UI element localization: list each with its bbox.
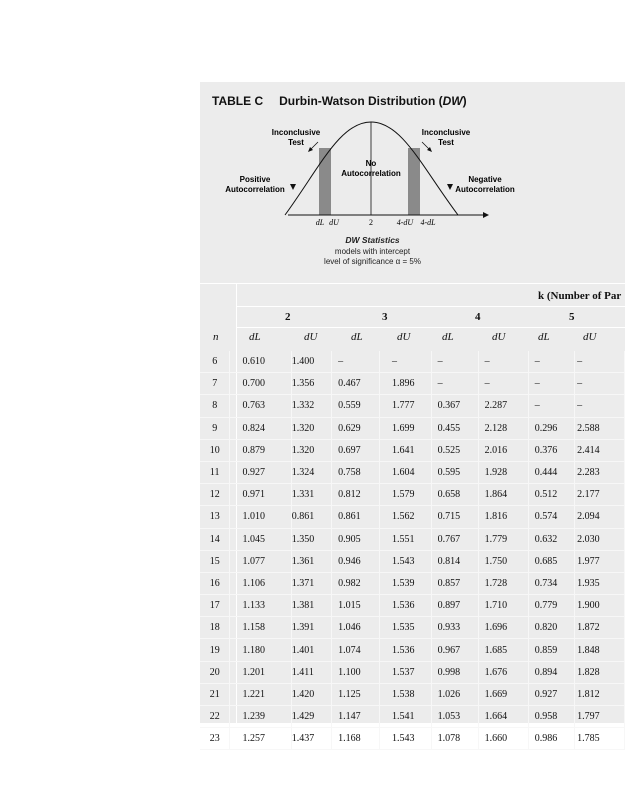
table-row	[200, 683, 625, 705]
col-head-dl-2: dL	[249, 331, 261, 343]
cell-du: 1.728	[478, 572, 528, 594]
cell-du: 1.797	[575, 706, 625, 728]
table-row	[200, 373, 625, 395]
cell-dl: 0.610	[230, 351, 291, 373]
cell-dl: 1.147	[332, 706, 380, 728]
cell-du: 1.537	[379, 661, 431, 683]
cell-dl: 1.046	[332, 617, 380, 639]
cell-dl: 0.574	[528, 506, 574, 528]
cell-dl: 0.296	[528, 417, 574, 439]
cell-dl: 0.525	[431, 439, 478, 461]
cell-dl: 0.700	[230, 373, 291, 395]
cell-dl: 0.367	[431, 395, 478, 417]
cell-du: 1.331	[291, 484, 331, 506]
cell-du: 1.828	[575, 661, 625, 683]
cell-du: 1.543	[379, 728, 431, 750]
cell-dl: 1.078	[431, 728, 478, 750]
cell-n: 8	[200, 395, 230, 417]
cell-dl: 0.763	[230, 395, 291, 417]
cell-du: 2.283	[575, 461, 625, 483]
cell-dl: –	[528, 351, 574, 373]
cell-n: 15	[200, 550, 230, 572]
group-rule	[236, 327, 625, 328]
cell-n: 14	[200, 528, 230, 550]
cell-dl: 0.927	[528, 683, 574, 705]
cell-dl: 0.998	[431, 661, 478, 683]
cell-dl: 1.010	[230, 506, 291, 528]
cell-dl: 1.125	[332, 683, 380, 705]
cell-dl: 0.861	[332, 506, 380, 528]
cell-n: 11	[200, 461, 230, 483]
cell-dl: 0.734	[528, 572, 574, 594]
cell-du: 1.928	[478, 461, 528, 483]
right-inconclusive-label-2: Test	[438, 138, 454, 147]
tick-du: dU	[329, 218, 339, 227]
cell-du: –	[379, 351, 431, 373]
cell-dl: 1.201	[230, 661, 291, 683]
cell-du: 1.420	[291, 683, 331, 705]
cell-n: 18	[200, 617, 230, 639]
group-label-5: 5	[569, 311, 575, 323]
cell-du: 1.539	[379, 572, 431, 594]
cell-dl: 1.015	[332, 595, 380, 617]
positive-label-2: Autocorrelation	[225, 185, 285, 194]
cell-du: 1.777	[379, 395, 431, 417]
cell-du: 1.579	[379, 484, 431, 506]
cell-dl: 0.971	[230, 484, 291, 506]
cell-dl: 0.812	[332, 484, 380, 506]
cell-n: 20	[200, 661, 230, 683]
cell-du: 1.900	[575, 595, 625, 617]
cell-du: 1.538	[379, 683, 431, 705]
cell-du: 1.710	[478, 595, 528, 617]
cell-du: 1.676	[478, 661, 528, 683]
col-head-n: n	[213, 331, 219, 343]
table-title-abbr: DW	[442, 94, 463, 108]
cell-n: 17	[200, 595, 230, 617]
cell-dl: 0.758	[332, 461, 380, 483]
cell-dl: 1.239	[230, 706, 291, 728]
cell-n: 10	[200, 439, 230, 461]
table-row	[200, 550, 625, 572]
left-inconclusive-region	[319, 148, 331, 215]
table-title-main: Durbin-Watson Distribution (	[279, 94, 443, 108]
left-inconclusive-label-2: Test	[288, 138, 304, 147]
cell-dl: 0.376	[528, 439, 574, 461]
tick-dl: dL	[315, 218, 325, 227]
cell-dl: 0.632	[528, 528, 574, 550]
cell-du: 2.177	[575, 484, 625, 506]
cell-du: 1.391	[291, 617, 331, 639]
cell-n: 21	[200, 683, 230, 705]
cell-du: 1.896	[379, 373, 431, 395]
cell-n: 13	[200, 506, 230, 528]
col-head-du-2: dU	[304, 331, 318, 343]
header-top-rule	[200, 283, 625, 284]
cell-dl: 1.180	[230, 639, 291, 661]
x-axis-arrow	[483, 212, 489, 218]
cell-dl: 0.894	[528, 661, 574, 683]
cell-du: 2.030	[575, 528, 625, 550]
table-row	[200, 395, 625, 417]
cell-dl: 0.857	[431, 572, 478, 594]
cell-du: 1.332	[291, 395, 331, 417]
col-head-dl-5: dL	[538, 331, 550, 343]
figure-caption-line2: level of significance α = 5%	[324, 257, 421, 266]
cell-du: 1.848	[575, 639, 625, 661]
table-title	[212, 94, 467, 108]
cell-dl: –	[528, 373, 574, 395]
tick-2: 2	[369, 218, 373, 227]
cell-du: 1.381	[291, 595, 331, 617]
cell-dl: –	[431, 351, 478, 373]
col-head-dl-3: dL	[351, 331, 363, 343]
cell-dl: 0.982	[332, 572, 380, 594]
cell-du: 1.699	[379, 417, 431, 439]
cell-dl: –	[528, 395, 574, 417]
cell-du: 1.320	[291, 417, 331, 439]
k-title: k (Number of Par	[538, 290, 622, 302]
cell-dl: –	[332, 351, 380, 373]
cell-du: 1.750	[478, 550, 528, 572]
table-row	[200, 572, 625, 594]
cell-dl: –	[431, 373, 478, 395]
cell-dl: 1.053	[431, 706, 478, 728]
cell-dl: 0.905	[332, 528, 380, 550]
no-autocorrelation-label-1: No	[365, 159, 377, 168]
table-row	[200, 617, 625, 639]
cell-dl: 0.697	[332, 439, 380, 461]
col-head-du-3: dU	[397, 331, 411, 343]
tick-4-dl: 4-dL	[420, 218, 436, 227]
table-row	[200, 706, 625, 728]
cell-dl: 0.814	[431, 550, 478, 572]
durbin-watson-table	[200, 351, 625, 750]
col-head-du-4: dU	[492, 331, 506, 343]
cell-dl: 1.221	[230, 683, 291, 705]
right-inconclusive-label-1: Inconclusive	[421, 128, 471, 137]
cell-du: –	[478, 373, 528, 395]
cell-n: 6	[200, 351, 230, 373]
col-head-dl-4: dL	[442, 331, 454, 343]
cell-dl: 1.158	[230, 617, 291, 639]
cell-du: 1.604	[379, 461, 431, 483]
cell-du: 1.543	[379, 550, 431, 572]
cell-dl: 0.444	[528, 461, 574, 483]
cell-dl: 0.859	[528, 639, 574, 661]
cell-dl: 0.958	[528, 706, 574, 728]
cell-du: 1.541	[379, 706, 431, 728]
cell-dl: 0.824	[230, 417, 291, 439]
cell-du: 1.411	[291, 661, 331, 683]
cell-dl: 0.927	[230, 461, 291, 483]
cell-dl: 0.658	[431, 484, 478, 506]
cell-du: 1.371	[291, 572, 331, 594]
cell-du: 1.641	[379, 439, 431, 461]
cell-du: 2.128	[478, 417, 528, 439]
cell-du: 1.812	[575, 683, 625, 705]
cell-dl: 1.133	[230, 595, 291, 617]
cell-du: 1.696	[478, 617, 528, 639]
cell-dl: 0.897	[431, 595, 478, 617]
cell-dl: 0.629	[332, 417, 380, 439]
table-row	[200, 639, 625, 661]
cell-dl: 1.100	[332, 661, 380, 683]
cell-du: 1.536	[379, 595, 431, 617]
cell-n: 19	[200, 639, 230, 661]
cell-du: 1.437	[291, 728, 331, 750]
cell-du: 2.588	[575, 417, 625, 439]
cell-n: 22	[200, 706, 230, 728]
cell-n: 7	[200, 373, 230, 395]
cell-du: 1.785	[575, 728, 625, 750]
cell-du: 0.861	[291, 506, 331, 528]
cell-du: 1.816	[478, 506, 528, 528]
cell-du: 1.664	[478, 706, 528, 728]
group-label-3: 3	[382, 311, 388, 323]
cell-dl: 0.946	[332, 550, 380, 572]
cell-n: 23	[200, 728, 230, 750]
left-inconclusive-label-1: Inconclusive	[271, 128, 321, 137]
cell-dl: 0.879	[230, 439, 291, 461]
cell-du: –	[478, 351, 528, 373]
cell-du: 1.356	[291, 373, 331, 395]
negative-label-1: Negative	[468, 175, 502, 184]
cell-dl: 0.986	[528, 728, 574, 750]
cell-du: 1.400	[291, 351, 331, 373]
cell-du: –	[575, 351, 625, 373]
k-title-rule	[236, 306, 625, 307]
cell-du: 1.535	[379, 617, 431, 639]
cell-du: 1.324	[291, 461, 331, 483]
table-label: TABLE C	[212, 94, 264, 108]
cell-du: 2.094	[575, 506, 625, 528]
figure-caption-title: DW Statistics	[345, 235, 400, 245]
col-head-du-5: dU	[583, 331, 597, 343]
cell-dl: 0.595	[431, 461, 478, 483]
cell-du: 1.429	[291, 706, 331, 728]
cell-du: 1.536	[379, 639, 431, 661]
cell-n: 9	[200, 417, 230, 439]
cell-dl: 0.767	[431, 528, 478, 550]
positive-label-1: Positive	[239, 175, 271, 184]
cell-n: 12	[200, 484, 230, 506]
cell-dl: 0.467	[332, 373, 380, 395]
cell-du: 1.864	[478, 484, 528, 506]
table-row	[200, 595, 625, 617]
cell-dl: 0.779	[528, 595, 574, 617]
table-row	[200, 506, 625, 528]
cell-dl: 0.715	[431, 506, 478, 528]
cell-dl: 0.455	[431, 417, 478, 439]
table-row	[200, 484, 625, 506]
cell-du: 1.551	[379, 528, 431, 550]
cell-dl: 1.026	[431, 683, 478, 705]
cell-dl: 0.967	[431, 639, 478, 661]
negative-label-2: Autocorrelation	[455, 185, 515, 194]
tick-4-du: 4-dU	[396, 218, 414, 227]
cell-dl: 1.257	[230, 728, 291, 750]
cell-dl: 0.559	[332, 395, 380, 417]
group-label-4: 4	[475, 311, 481, 323]
group-label-2: 2	[285, 311, 291, 323]
cell-du: 1.401	[291, 639, 331, 661]
cell-du: 2.287	[478, 395, 528, 417]
cell-dl: 1.106	[230, 572, 291, 594]
cell-du: 1.660	[478, 728, 528, 750]
table-row	[200, 417, 625, 439]
cell-dl: 1.074	[332, 639, 380, 661]
cell-du: 1.562	[379, 506, 431, 528]
cell-du: –	[575, 395, 625, 417]
cell-du: 1.872	[575, 617, 625, 639]
cell-dl: 1.077	[230, 550, 291, 572]
cell-dl: 0.512	[528, 484, 574, 506]
no-autocorrelation-label-2: Autocorrelation	[341, 169, 401, 178]
cell-dl: 0.685	[528, 550, 574, 572]
cell-n: 16	[200, 572, 230, 594]
positive-arrowhead	[290, 184, 296, 190]
table-row	[200, 439, 625, 461]
table-row	[200, 351, 625, 373]
cell-du: 1.779	[478, 528, 528, 550]
table-row	[200, 461, 625, 483]
figure-caption-line1: models with intercept	[334, 247, 411, 256]
table-row	[200, 661, 625, 683]
cell-du: 1.935	[575, 572, 625, 594]
cell-du: 2.016	[478, 439, 528, 461]
cell-du: 1.669	[478, 683, 528, 705]
cell-du: 1.320	[291, 439, 331, 461]
table-title-close: )	[462, 94, 467, 108]
cell-du: 1.685	[478, 639, 528, 661]
negative-arrowhead	[447, 184, 453, 190]
table-row	[200, 728, 625, 750]
cell-du: –	[575, 373, 625, 395]
cell-du: 2.414	[575, 439, 625, 461]
cell-dl: 0.933	[431, 617, 478, 639]
cell-du: 1.977	[575, 550, 625, 572]
cell-dl: 0.820	[528, 617, 574, 639]
cell-du: 1.361	[291, 550, 331, 572]
table-row	[200, 528, 625, 550]
cell-dl: 1.168	[332, 728, 380, 750]
dw-distribution-diagram	[200, 112, 545, 227]
cell-dl: 1.045	[230, 528, 291, 550]
cell-du: 1.350	[291, 528, 331, 550]
